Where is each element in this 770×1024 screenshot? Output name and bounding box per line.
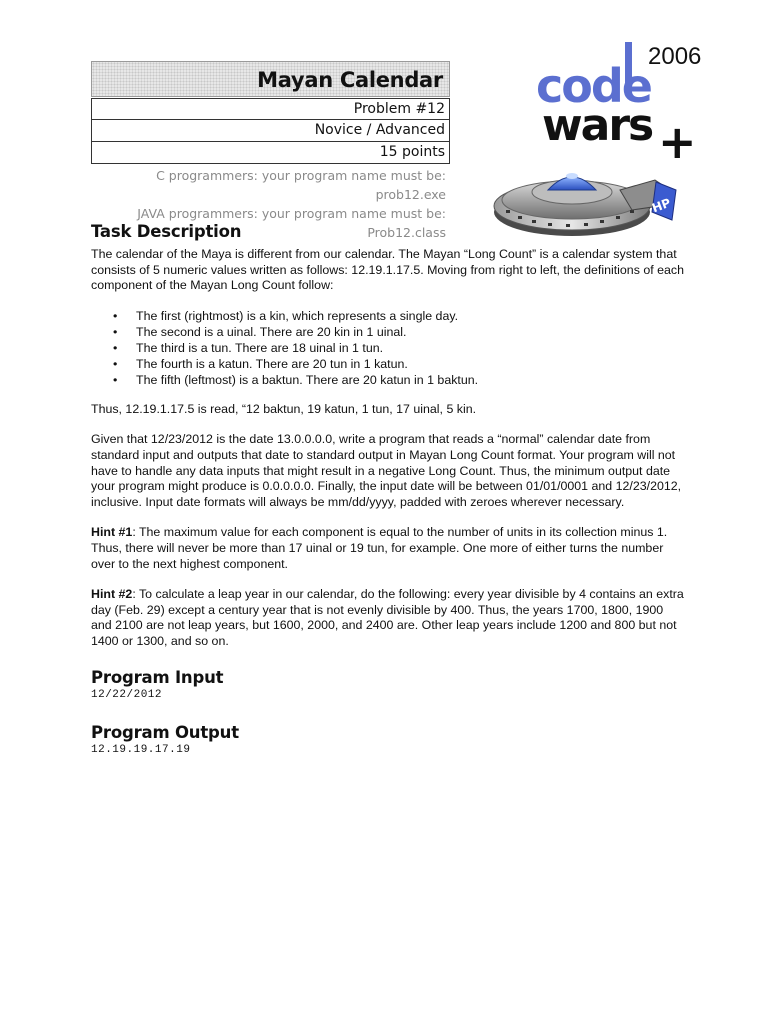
title-bar (91, 61, 450, 97)
program-output-value: 12.19.19.17.19 (91, 743, 191, 756)
logo-year: 2006 (648, 43, 702, 70)
java-program-note: JAVA programmers: your program name must be: Prob12.class (137, 206, 446, 240)
hint-1-text: : The maximum value for each component is equal to the number of units in its collection minus 1. Thus, there will never be more than 17 uinal or 19 tun, for example. One more of either turns the number over to the next highest component. (91, 525, 668, 571)
logo-wars: wars (542, 100, 653, 151)
problem-header (91, 61, 450, 242)
list-item: • The fourth is a katun. There are 20 tun in 1 katun. (113, 356, 408, 371)
bullet-icon: • (113, 372, 118, 387)
hint-2-text: : To calculate a leap year in our calendar, do the following: every year divisible by 4 contains an extra day (Feb. 29) except a century year that is not evenly divisible by 400. Thus, the years 1700, 1800, 1900 and 2100 are not leap years, but 1600, 2000, and 2400 are. Other leap years include 1200 and 800 but not 1400 or 1300, and so on. (91, 587, 684, 648)
reading-example: Thus, 12.19.1.17.5 is read, “12 baktun, 19 katun, 1 tun, 17 uinal, 5 kin. (91, 401, 477, 416)
problem-content (91, 222, 686, 756)
output-heading: Program Output (91, 722, 239, 742)
list-item: • The third is a tun. There are 18 uinal in 1 tun. (113, 340, 384, 355)
bullet-icon: • (113, 340, 118, 355)
program-input-value: 12/22/2012 (91, 688, 163, 701)
points-value: 15 points (91, 142, 450, 164)
hint-1-label: Hint #1 (91, 525, 133, 540)
bullet-icon: • (113, 308, 118, 323)
page-title: Mayan Calendar (257, 68, 443, 92)
logo-code: code (536, 59, 651, 113)
component-list (91, 308, 686, 388)
logo-plus: + (658, 115, 697, 169)
list-item: • The first (rightmost) is a kin, which represents a single day. (113, 308, 459, 323)
problem-number: Problem #12 (91, 98, 450, 120)
bullet-icon: • (113, 356, 118, 371)
bullet-icon: • (113, 324, 118, 339)
c-program-note: C programmers: your program name must be: prob12.exe (156, 168, 446, 202)
hint-2 (91, 587, 686, 649)
list-item: • The second is a uinal. There are 20 kin in 1 uinal. (113, 324, 407, 339)
task-requirements: Given that 12/23/2012 is the date 13.0.0.0.0, write a program that reads a “normal” calendar date from standard input and outputs that date to standard output in Mayan Long Count format. Your program will not have to handle any data inputs that might result in a negative Long Count. Thus, the minimum output date your program might produce is 0.0.0.0.0. Finally, the input date will be between 01/01/0001 and 12/23/2012, inclusive. Input date formats will always be mm/dd/yyyy, padded with zeroes wherever necessary. (91, 432, 682, 509)
hint-2-label: Hint #2 (91, 587, 133, 602)
hint-1 (91, 525, 686, 572)
difficulty-level: Novice / Advanced (91, 120, 450, 142)
codewars-logo (480, 40, 710, 250)
list-item: • The fifth (leftmost) is a baktun. There are 20 katun in 1 baktun. (113, 372, 479, 387)
input-heading: Program Input (91, 667, 224, 687)
task-intro: The calendar of the Maya is different from our calendar. The Mayan “Long Count” is a calendar system that consists of 5 numeric values written as follows: 12.19.1.17.5. Moving from right to left, the definitions of each component of the Mayan Long Count follow: (91, 247, 684, 293)
task-heading: Task Description (91, 222, 242, 241)
logo-badge: HP (650, 195, 673, 216)
